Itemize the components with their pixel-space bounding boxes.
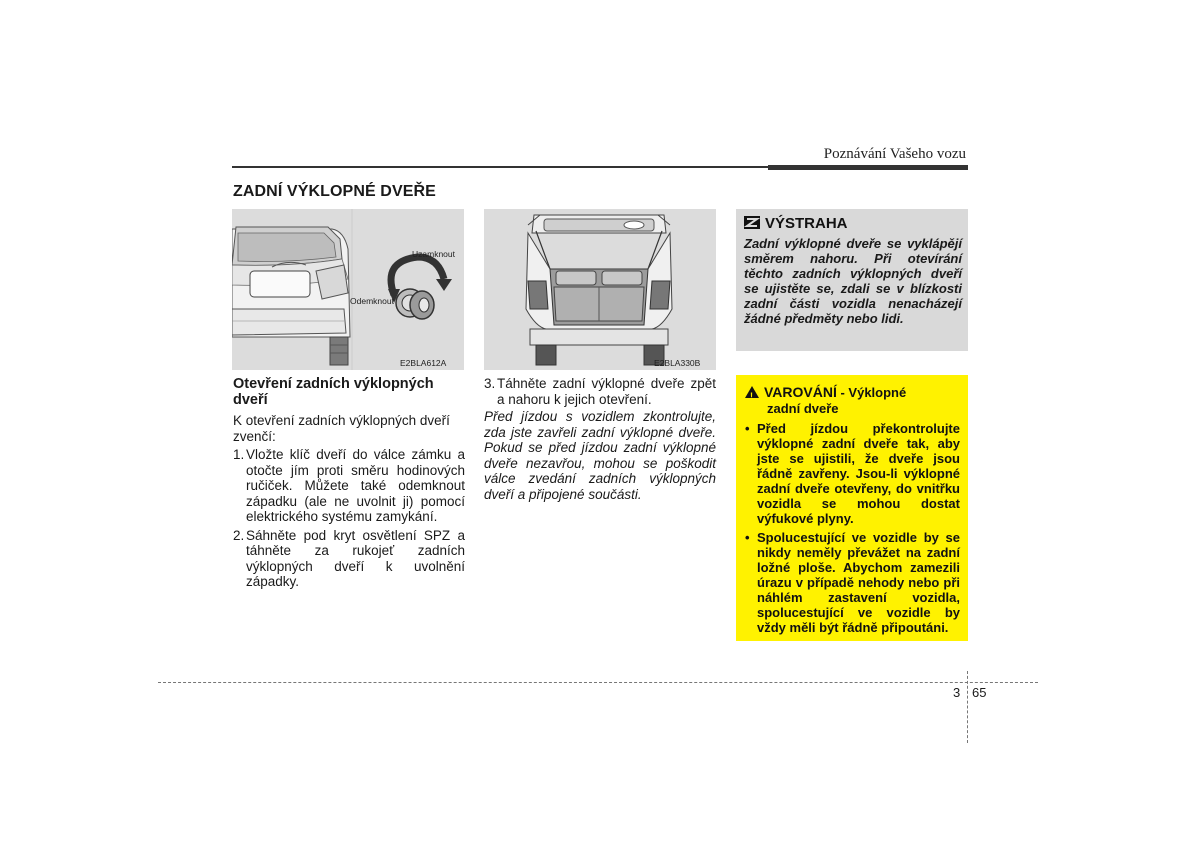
steps-list-continued — [484, 376, 716, 410]
page-number: 65 — [972, 685, 987, 700]
step-item — [484, 376, 716, 407]
figure-label-lock: Uzamknout — [412, 249, 455, 259]
caution-title: VAROVÁNÍ — [764, 384, 837, 400]
running-header: Poznávání Vašeho vozu — [823, 146, 966, 162]
footer-divider — [967, 671, 968, 743]
step-number: 2. — [233, 527, 245, 543]
step-number: 3. — [484, 376, 496, 391]
note-text: Před jízdou s vozidlem zkontrolujte, zda jste zavřeli zadní výklopné dveře. Pokud se před jízdou zadní výklopné dveře nezavřou, mohou se poškodit válce zvedání zadních výklopných dveří a připojené součásti. — [484, 409, 716, 502]
step-text: Vložte klíč dveří do válce zámku a otočte jím proti směru hodinových ručiček. Můžete také odemknout západku (ale ne uvolnit ji) pomocí elektrického systému zamykání. — [246, 447, 465, 524]
figure-code: E2BLA612A — [400, 358, 447, 368]
caution-item: • Spolucestující ve vozidle by se nikdy neměly převážet na zadní ložné ploše. Abychom zamezili úrazu v případě nehody nebo při náhlém zastavení vozidla, spolucestující ve vozidle by vždy měli být řádně připoutáni. — [745, 530, 960, 635]
footer-rule — [158, 682, 1038, 683]
warning-icon — [744, 216, 760, 229]
caution-subtitle-b: zadní dveře — [767, 401, 839, 416]
tailgate-key-illustration — [232, 209, 464, 370]
caution-heading — [745, 384, 960, 417]
figure-label-unlock: Odemknout — [350, 296, 394, 306]
step-item — [233, 528, 465, 590]
figure-tailgate-key — [232, 209, 464, 370]
step-text: Táhněte zadní výklopné dveře zpět a nahoru k jejich otevření. — [497, 376, 716, 407]
caution-triangle-icon: ! — [745, 386, 759, 398]
step-item — [233, 447, 465, 525]
step-number: 1. — [233, 447, 245, 462]
warning-heading — [744, 215, 848, 232]
caution-box — [736, 375, 968, 641]
header-rule-accent — [768, 165, 968, 170]
caution-item: • Před jízdou překontrolujte výklopné zadní dveře tak, aby jste se ujistili, že dveře jsou řádně zavřeny. Jsou-li výklopné zadní dveře otevřeny, do vnitřku vozidla se mohou dostat výfukové plyny. — [745, 421, 960, 526]
subsection-heading: Otevření zadních výklopných dveří — [233, 376, 434, 408]
caution-subtitle-a: - Výklopné — [840, 385, 907, 400]
steps-list — [233, 447, 465, 593]
warning-text: Zadní výklopné dveře se vyklápějí směrem nahoru. Při otevírání těchto zadních výklopných dveří se ujistěte se, zdali se v blízkosti zadní části vozidla nenacházejí žádné předměty nebo lidi. — [744, 236, 962, 326]
caution-list — [745, 421, 960, 639]
chapter-number: 3 — [953, 685, 961, 700]
warning-box — [736, 209, 968, 351]
header-rule — [232, 166, 768, 168]
step-text: Sáhněte pod kryt osvětlení SPZ a táhněte za rukojeť zadních výklopných dveří k uvolnění západky. — [246, 527, 465, 589]
figure-code: E2BLA330B — [654, 358, 701, 368]
warning-title: VÝSTRAHA — [765, 215, 848, 232]
section-title: ZADNÍ VÝKLOPNÉ DVEŘE — [233, 183, 436, 200]
open-tailgate-illustration — [484, 209, 716, 370]
figure-open-tailgate — [484, 209, 716, 370]
intro-text: K otevření zadních výklopných dveří zvenčí: — [233, 413, 450, 444]
